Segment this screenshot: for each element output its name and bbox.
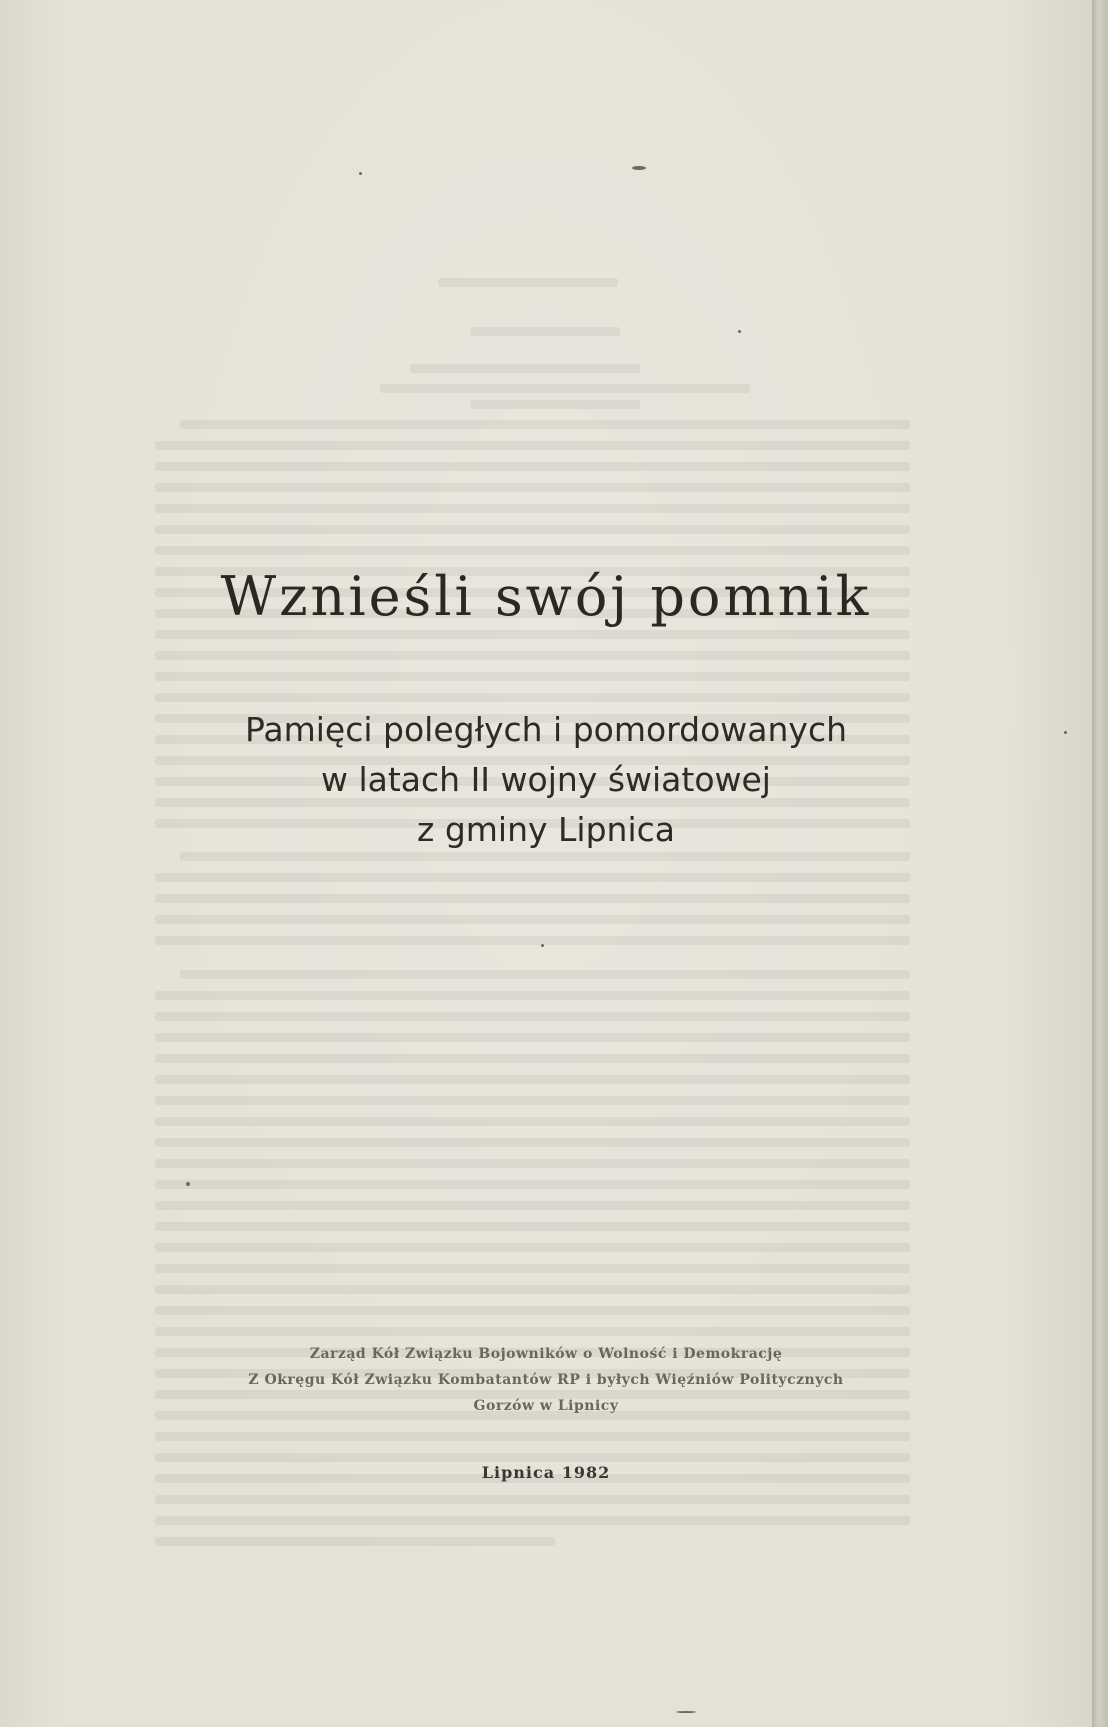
page-edge — [1092, 0, 1108, 1727]
ink-speck — [738, 330, 741, 333]
ink-speck — [186, 1182, 190, 1186]
document-title: Wznieśli swój pomnik — [220, 565, 872, 628]
subtitle-line-3: z gminy Lipnica — [417, 810, 675, 849]
place-and-year: Lipnica 1982 — [481, 1463, 611, 1482]
credits-line-1: Zarząd Kół Związku Bojowników o Wolność i Demokrację — [309, 1346, 783, 1362]
credits-line-2: Z Okręgu Kół Związku Kombatantów RP i byłych Więźniów Politycznych — [248, 1372, 844, 1388]
subtitle-line-2: w latach II wojny światowej — [321, 760, 771, 799]
credits-line-3: Gorzów w Lipnicy — [473, 1398, 619, 1414]
ink-speck — [541, 944, 544, 947]
subtitle-line-1: Pamięci poległych i pomordowanych — [244, 710, 848, 749]
ink-speck — [632, 166, 646, 170]
ink-speck — [359, 172, 362, 175]
ink-speck — [676, 1711, 696, 1713]
